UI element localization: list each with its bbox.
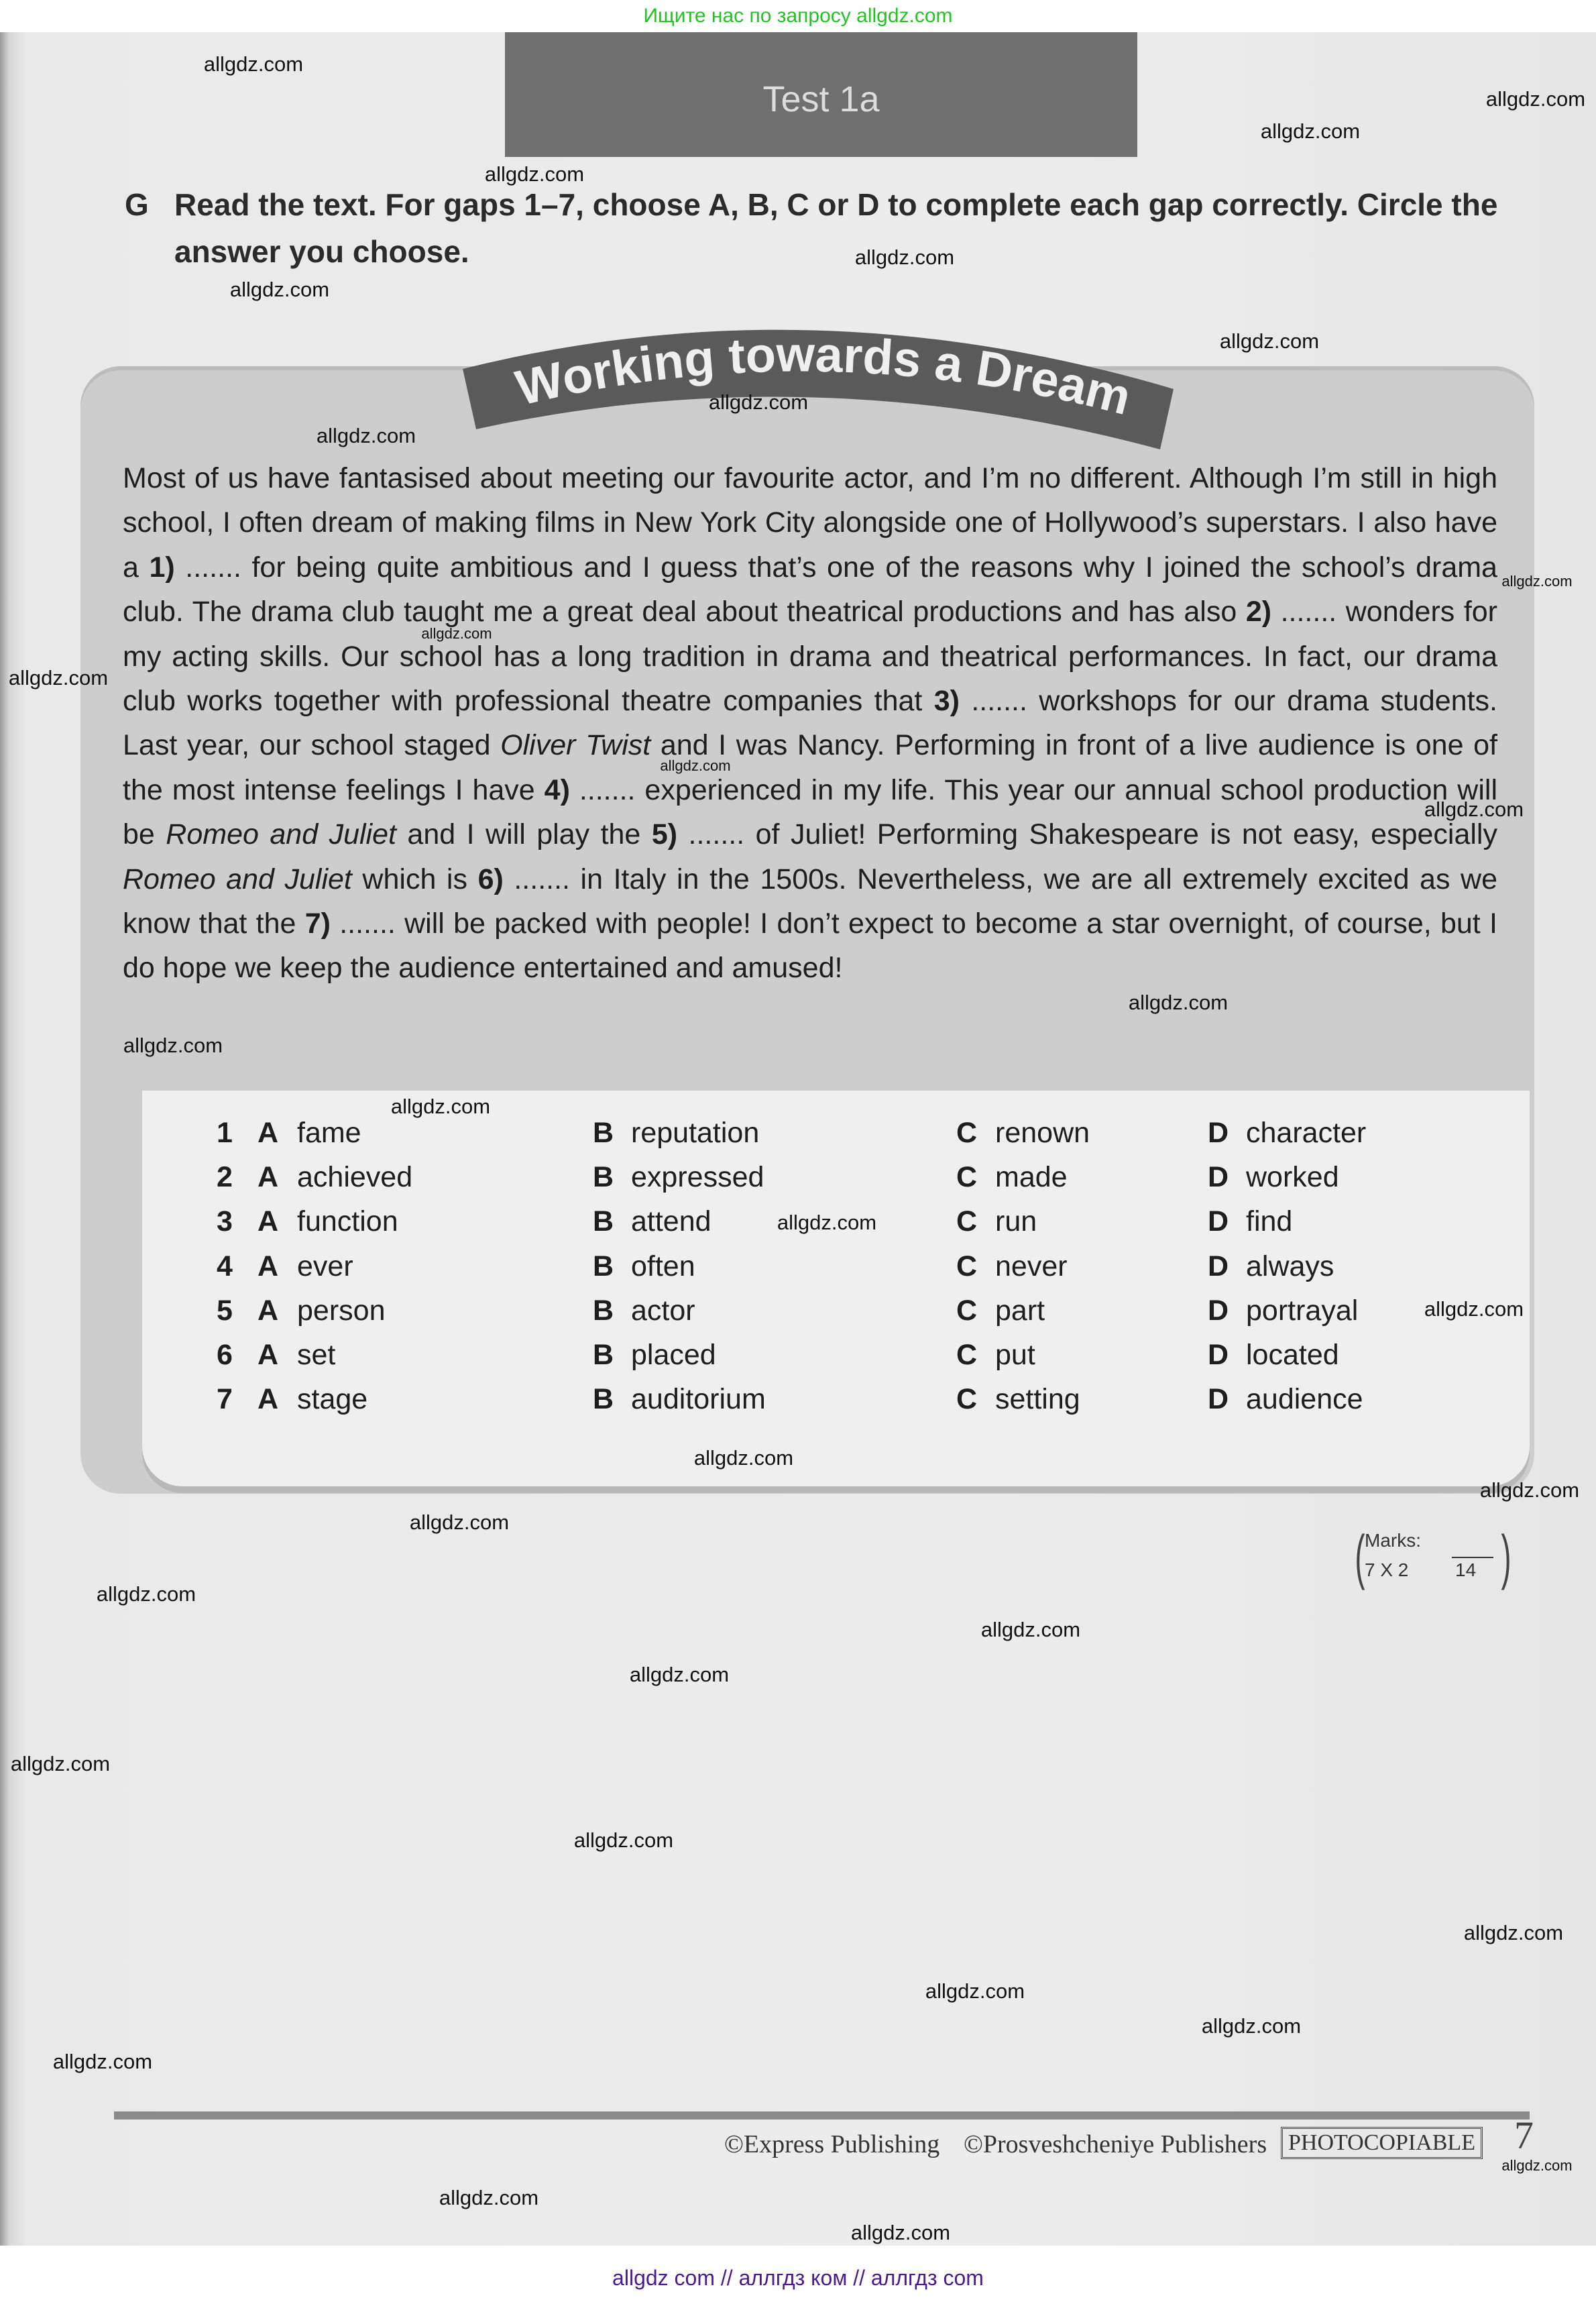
passage-segment: ....... in Italy in the 1500s. Nevertheless, we are all extremely excited as we know that the bbox=[123, 863, 1497, 940]
option-c[interactable]: run bbox=[995, 1205, 1037, 1238]
option-b[interactable]: auditorium bbox=[631, 1383, 766, 1416]
passage-segment: Most of us have fantasised about meeting our favourite actor, and I’m no different. Although I’m still in high school, I often dream of making films in New York City alongside one of Hollywood’s superstars. I also have a bbox=[123, 462, 1497, 584]
option-c[interactable]: put bbox=[995, 1339, 1035, 1371]
option-d[interactable]: located bbox=[1246, 1339, 1339, 1371]
italic-title: Romeo and Juliet bbox=[123, 863, 352, 895]
footer-rule bbox=[114, 2111, 1530, 2120]
option-number bbox=[217, 1339, 233, 1372]
option-letter-d bbox=[1208, 1161, 1229, 1194]
option-number bbox=[217, 1205, 233, 1238]
gap-number: 1) bbox=[149, 551, 175, 584]
option-a[interactable]: achieved bbox=[297, 1161, 413, 1194]
watermark: allgdz.com bbox=[96, 1582, 196, 1606]
paren-right: ) bbox=[1501, 1524, 1512, 1591]
bottom-banner[interactable]: allgdz com // аллгдз ком // аллгдз com bbox=[0, 2246, 1596, 2297]
option-number-text: 6 bbox=[217, 1339, 233, 1371]
option-letter-a bbox=[258, 1205, 278, 1238]
watermark: allgdz.com bbox=[708, 390, 809, 414]
options-box bbox=[142, 1091, 1530, 1486]
option-a[interactable]: person bbox=[297, 1294, 386, 1327]
option-b[interactable]: reputation bbox=[631, 1117, 760, 1149]
passage-segment: ....... will be packed with people! I don’t expect to become a star overnight, of course, but I do hope we keep the audience entertained and amused! bbox=[123, 908, 1497, 985]
publisher-express: ©Express Publishing bbox=[724, 2130, 940, 2158]
watermark: allgdz.com bbox=[925, 1979, 1025, 2003]
gap-number: 6) bbox=[477, 863, 504, 895]
paren-left: ( bbox=[1355, 1524, 1365, 1591]
marks-calc: 7 X 2 bbox=[1365, 1559, 1409, 1580]
passage-segment: and I will play the bbox=[396, 818, 652, 851]
passage-segment: ....... of Juliet! Performing Shakespeare is not easy, especially bbox=[677, 818, 1497, 851]
option-number-text: 2 bbox=[217, 1161, 233, 1194]
option-number-text: 4 bbox=[217, 1250, 233, 1282]
option-d[interactable]: character bbox=[1246, 1117, 1367, 1149]
option-number bbox=[217, 1383, 233, 1416]
watermark: allgdz.com bbox=[854, 245, 955, 269]
passage-segment: ....... workshops for our drama students. Last year, our school staged bbox=[123, 685, 1497, 762]
watermark: allgdz.com bbox=[1201, 2014, 1302, 2038]
watermark: allgdz.com bbox=[1260, 119, 1361, 143]
publisher-prosveshcheniye: ©Prosveshcheniye Publishers bbox=[964, 2130, 1267, 2158]
option-a[interactable]: fame bbox=[297, 1117, 361, 1149]
option-letter-a bbox=[258, 1339, 278, 1372]
option-c[interactable]: part bbox=[995, 1294, 1045, 1327]
option-letter-c bbox=[956, 1117, 977, 1150]
passage-title: Working towards a Dream bbox=[510, 326, 1137, 426]
option-letter-a bbox=[258, 1250, 278, 1283]
watermark: allgdz.com bbox=[1485, 87, 1586, 111]
option-letter-d bbox=[1208, 1117, 1229, 1150]
option-letter-a bbox=[258, 1383, 278, 1416]
photocopiable-badge: PHOTOCOPIABLE bbox=[1281, 2127, 1483, 2159]
option-letter-c-text: C bbox=[956, 1250, 978, 1282]
option-letter-b bbox=[593, 1339, 614, 1372]
option-letter-b bbox=[593, 1383, 614, 1416]
option-letter-c bbox=[956, 1339, 977, 1372]
option-letter-d bbox=[1208, 1250, 1229, 1283]
option-c[interactable]: renown bbox=[995, 1117, 1090, 1149]
option-letter-d-text: D bbox=[1208, 1339, 1229, 1371]
option-a[interactable]: stage bbox=[297, 1383, 368, 1416]
option-letter-c bbox=[956, 1383, 977, 1416]
watermark: allgdz.com bbox=[629, 1663, 730, 1686]
instruction-text: Read the text. For gaps 1–7, choose A, B, C or D to complete each gap correctly. Circle the answer you choose. bbox=[174, 187, 1498, 269]
option-letter-b-text: B bbox=[593, 1383, 614, 1416]
watermark: allgdz.com bbox=[316, 424, 416, 447]
option-letter-b bbox=[593, 1250, 614, 1283]
option-letter-a-text: A bbox=[258, 1294, 279, 1327]
option-letter-d bbox=[1208, 1295, 1229, 1327]
option-letter-c-text: C bbox=[956, 1161, 978, 1194]
option-d[interactable]: audience bbox=[1246, 1383, 1363, 1416]
option-letter-c-text: C bbox=[956, 1339, 978, 1371]
watermark: allgdz.com bbox=[660, 757, 731, 774]
watermark: allgdz.com bbox=[123, 1034, 223, 1057]
option-letter-b-text: B bbox=[593, 1161, 614, 1194]
option-letter-a bbox=[258, 1161, 278, 1194]
option-letter-b bbox=[593, 1161, 614, 1194]
option-letter-c-text: C bbox=[956, 1117, 978, 1149]
option-letter-b-text: B bbox=[593, 1205, 614, 1238]
watermark: allgdz.com bbox=[203, 52, 304, 76]
marks-line bbox=[1452, 1557, 1493, 1558]
passage-segment: ....... wonders for my acting skills. Our school has a long tradition in drama and theatrical performances. In fact, our drama club works together with professional theatre companies that bbox=[123, 596, 1497, 718]
option-letter-b-text: B bbox=[593, 1117, 614, 1149]
option-number-text: 1 bbox=[217, 1117, 233, 1149]
option-letter-c-text: C bbox=[956, 1383, 978, 1416]
option-letter-a-text: A bbox=[258, 1383, 279, 1416]
option-d[interactable]: portrayal bbox=[1246, 1294, 1359, 1327]
task-letter: G bbox=[125, 187, 149, 222]
watermark: allgdz.com bbox=[421, 625, 492, 642]
watermark: allgdz.com bbox=[229, 278, 330, 301]
option-letter-a-text: A bbox=[258, 1161, 279, 1194]
option-a[interactable]: ever bbox=[297, 1250, 353, 1282]
option-letter-d-text: D bbox=[1208, 1161, 1229, 1194]
passage-segment: ....... for being quite ambitious and I guess that’s one of the reasons why I joined the school’s drama club. The drama club taught me a great deal about theatrical productions and has also bbox=[123, 551, 1497, 628]
instruction bbox=[125, 181, 1499, 275]
watermark: allgdz.com bbox=[980, 1618, 1081, 1641]
option-letter-d-text: D bbox=[1208, 1383, 1229, 1416]
watermark: allgdz.com bbox=[850, 2221, 951, 2244]
option-b[interactable]: placed bbox=[631, 1339, 716, 1371]
page-number: 7 bbox=[1514, 2113, 1534, 2157]
watermark: allgdz.com bbox=[409, 1510, 510, 1534]
watermark: allgdz.com bbox=[1424, 1297, 1524, 1321]
option-b[interactable]: often bbox=[631, 1250, 695, 1282]
gap-number: 5) bbox=[651, 818, 678, 851]
option-letter-b-text: B bbox=[593, 1339, 614, 1371]
option-letter-c-text: C bbox=[956, 1294, 978, 1327]
option-letter-c bbox=[956, 1205, 977, 1238]
option-letter-c bbox=[956, 1161, 977, 1194]
italic-title: Romeo and Juliet bbox=[166, 818, 396, 851]
option-number-text: 7 bbox=[217, 1383, 233, 1416]
option-letter-c bbox=[956, 1250, 977, 1283]
option-d[interactable]: always bbox=[1246, 1250, 1334, 1282]
option-letter-b bbox=[593, 1295, 614, 1327]
test-label: Test 1a bbox=[505, 32, 1137, 157]
watermark: allgdz.com bbox=[390, 1095, 491, 1118]
option-number bbox=[217, 1117, 233, 1150]
watermark: allgdz.com bbox=[1128, 991, 1229, 1014]
italic-title: Oliver Twist bbox=[500, 729, 651, 762]
option-letter-d bbox=[1208, 1205, 1229, 1238]
marks-label: Marks: bbox=[1365, 1530, 1421, 1551]
marks-box bbox=[1355, 1524, 1512, 1591]
watermark: allgdz.com bbox=[52, 2050, 153, 2073]
watermark: allgdz.com bbox=[10, 1752, 111, 1775]
option-c[interactable]: setting bbox=[995, 1383, 1080, 1416]
option-number bbox=[217, 1250, 233, 1283]
option-letter-c-text: C bbox=[956, 1205, 978, 1238]
option-letter-b bbox=[593, 1117, 614, 1150]
option-c[interactable]: never bbox=[995, 1250, 1068, 1282]
option-d[interactable]: worked bbox=[1246, 1161, 1339, 1194]
option-letter-a bbox=[258, 1117, 278, 1150]
option-d[interactable]: find bbox=[1246, 1205, 1293, 1238]
gap-number: 7) bbox=[304, 908, 331, 940]
watermark: allgdz.com bbox=[1463, 1921, 1564, 1944]
watermark: allgdz.com bbox=[573, 1828, 674, 1852]
option-letter-a-text: A bbox=[258, 1117, 279, 1149]
option-b[interactable]: actor bbox=[631, 1294, 695, 1327]
option-letter-a-text: A bbox=[258, 1205, 279, 1238]
option-b[interactable]: attend bbox=[631, 1205, 711, 1238]
passage-segment: ....... experienced in my life. This year our annual school production will be bbox=[123, 773, 1497, 851]
passage-segment: and I was Nancy. Performing in front of a live audience is one of the most intense feelings I have bbox=[123, 729, 1497, 806]
option-number-text: 5 bbox=[217, 1294, 233, 1327]
watermark: allgdz.com bbox=[1479, 1478, 1580, 1502]
watermark: allgdz.com bbox=[484, 162, 585, 186]
option-c[interactable]: made bbox=[995, 1161, 1068, 1194]
gap-number: 3) bbox=[933, 685, 960, 718]
watermark: allgdz.com bbox=[1501, 573, 1573, 590]
watermark: allgdz.com bbox=[1424, 798, 1524, 821]
watermark: allgdz.com bbox=[777, 1211, 877, 1234]
option-a[interactable]: set bbox=[297, 1339, 336, 1371]
option-letter-d bbox=[1208, 1339, 1229, 1372]
gap-number: 2) bbox=[1245, 596, 1272, 628]
marks-total: 14 bbox=[1455, 1559, 1477, 1580]
option-number-text: 3 bbox=[217, 1205, 233, 1238]
option-b[interactable]: expressed bbox=[631, 1161, 764, 1194]
option-letter-a bbox=[258, 1295, 278, 1327]
watermark: allgdz.com bbox=[1219, 329, 1320, 353]
option-letter-b bbox=[593, 1205, 614, 1238]
option-letter-b-text: B bbox=[593, 1250, 614, 1282]
option-letter-a-text: A bbox=[258, 1339, 279, 1371]
option-number bbox=[217, 1161, 233, 1194]
option-letter-d-text: D bbox=[1208, 1250, 1229, 1282]
title-ribbon bbox=[436, 295, 1194, 449]
option-a[interactable]: function bbox=[297, 1205, 398, 1238]
watermark: allgdz.com bbox=[8, 666, 109, 690]
watermark: allgdz.com bbox=[1501, 2157, 1573, 2174]
passage-text bbox=[123, 456, 1497, 991]
gap-number: 4) bbox=[544, 773, 570, 806]
option-letter-b-text: B bbox=[593, 1294, 614, 1327]
option-letter-d-text: D bbox=[1208, 1294, 1229, 1327]
top-banner[interactable]: Ищите нас по запросу allgdz.com bbox=[0, 0, 1596, 32]
option-letter-d-text: D bbox=[1208, 1117, 1229, 1149]
option-number bbox=[217, 1295, 233, 1327]
option-letter-d-text: D bbox=[1208, 1205, 1229, 1238]
watermark: allgdz.com bbox=[439, 2186, 539, 2209]
watermark: allgdz.com bbox=[693, 1446, 794, 1470]
option-letter-d bbox=[1208, 1383, 1229, 1416]
option-letter-a-text: A bbox=[258, 1250, 279, 1282]
passage-segment: which is bbox=[351, 863, 478, 895]
option-letter-c bbox=[956, 1295, 977, 1327]
